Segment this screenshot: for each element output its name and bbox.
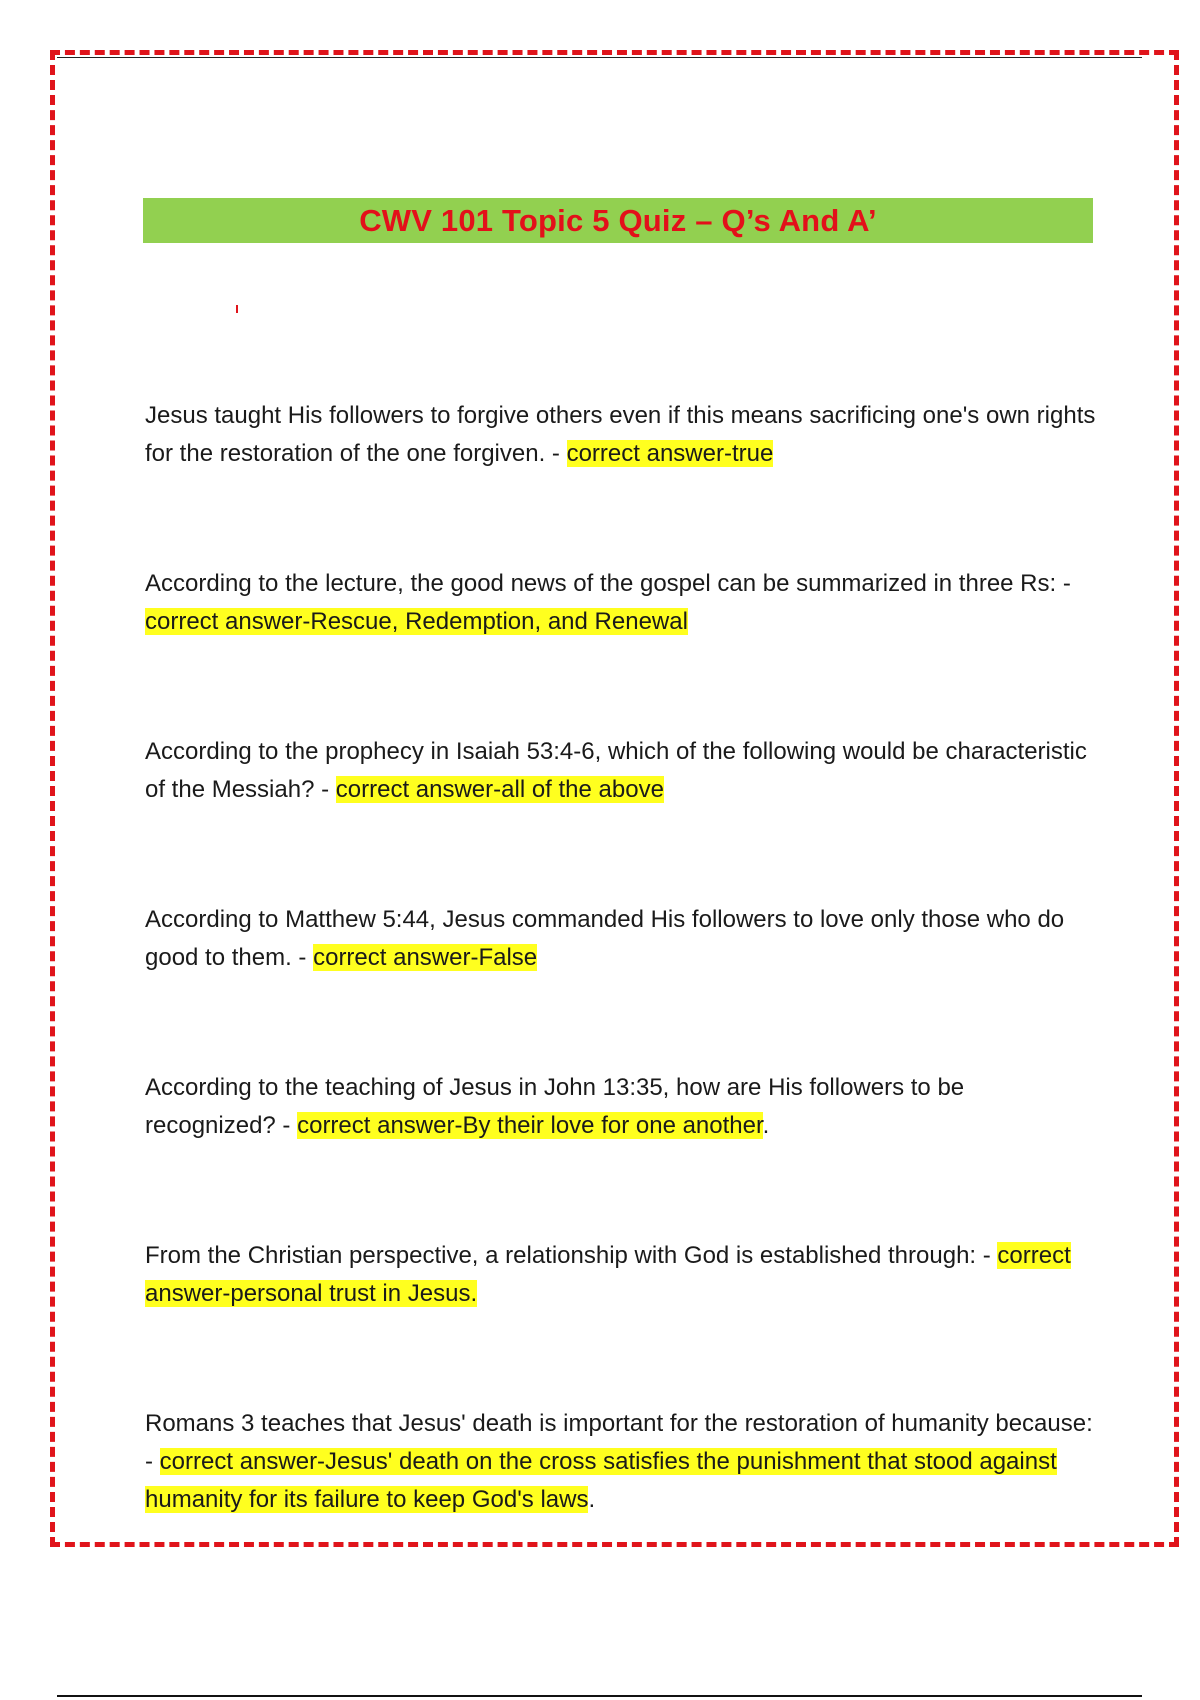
bottom-rule [57, 1695, 1142, 1697]
question-text: Romans 3 teaches that Jesus' death is important for the restoration of humanity because: - [145, 1410, 1093, 1475]
qa-list [145, 373, 1100, 1573]
question-text: According to the lecture, the good news of the gospel can be summarized in three Rs: - [145, 570, 1071, 597]
answer-highlight: correct answer-Rescue, Redemption, and Renewal [145, 608, 688, 635]
title-banner [143, 198, 1093, 243]
answer-highlight: correct answer-all of the above [335, 776, 664, 803]
answer-trailing: . [588, 1486, 596, 1513]
qa-item [145, 397, 1100, 541]
question-text: According to Matthew 5:44, Jesus commanded His followers to love only those who do good to them. - [145, 906, 1065, 971]
page-title: CWV 101 Topic 5 Quiz – Q’s And A’ [359, 202, 877, 238]
answer-highlight: correct answer-personal trust in Jesus. [145, 1242, 1071, 1307]
qa-item [145, 1237, 1100, 1381]
top-rule [57, 57, 1142, 58]
question-text: According to the teaching of Jesus in John 13:35, how are His followers to be recognized? - [145, 1074, 965, 1139]
answer-highlight: correct answer-true [566, 440, 774, 467]
question-text: Jesus taught His followers to forgive others even if this means sacrificing one's own rights for the restoration of the one forgiven. - [145, 402, 1096, 467]
answer-highlight: correct answer-False [313, 944, 538, 971]
qa-item [145, 901, 1100, 1045]
red-tick-mark [236, 305, 238, 313]
answer-highlight: correct answer-By their love for one another [297, 1112, 763, 1139]
qa-item [145, 1405, 1100, 1549]
answer-highlight: correct answer-Jesus' death on the cross satisfies the punishment that stood against humanity for its failure to keep God's laws [145, 1448, 1057, 1513]
qa-item [145, 565, 1100, 709]
question-text: From the Christian perspective, a relationship with God is established through: - [145, 1242, 998, 1269]
answer-trailing: . [762, 1112, 770, 1139]
qa-item [145, 733, 1100, 877]
question-text: According to the prophecy in Isaiah 53:4-6, which of the following would be characteristic of the Messiah? - [145, 738, 1087, 803]
qa-item [145, 1069, 1100, 1213]
